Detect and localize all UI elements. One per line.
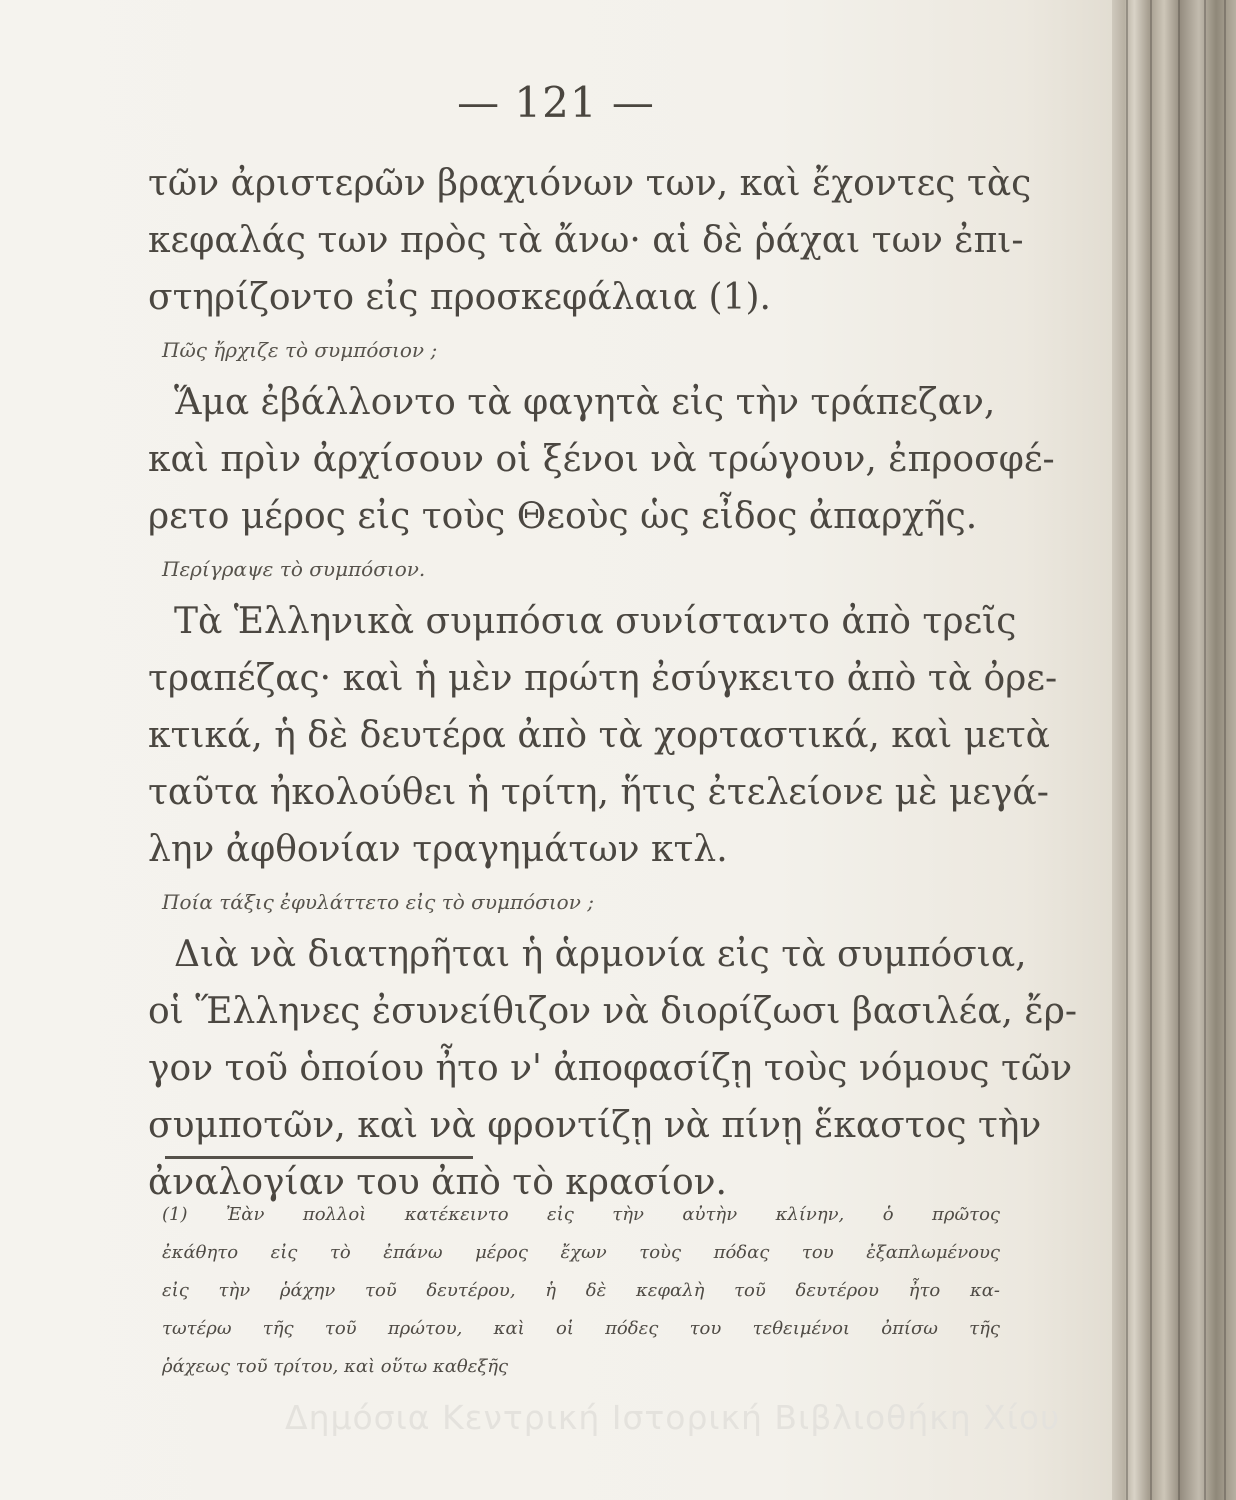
text-line: Τὰ Ἑλληνικὰ συμπόσια συνίσταντο ἀπὸ τρεῖς [174, 601, 1017, 642]
question-heading: Περίγραψε τὸ συμπόσιον. [162, 557, 426, 581]
text-line: καὶ πρὶν ἀρχίσουν οἱ ξένοι νὰ τρώγουν, ἐπροσφέ- [148, 439, 1055, 480]
text-line: ἀναλογίαν του ἀπὸ τὸ κρασίον. [148, 1162, 727, 1203]
text-line: κεφαλάς των πρὸς τὰ ἄνω· αἱ δὲ ῥάχαι των ἐπι- [148, 220, 1024, 261]
library-watermark: Δημόσια Κεντρική Ιστορική Βιβλιοθήκη Χίου [285, 1398, 1061, 1437]
text-line: ρετο μέρος εἰς τοὺς Θεοὺς ὡς εἶδος ἀπαρχῆς. [148, 496, 978, 537]
text-line: στηρίζοντο εἰς προσκεφάλαια (1). [148, 277, 771, 318]
book-page-edges [1112, 0, 1236, 1500]
text-line: συμποτῶν, καὶ νὰ φροντίζῃ νὰ πίνῃ ἕκαστος τὴν [148, 1105, 1042, 1146]
footnote [162, 1196, 1000, 1386]
text-line: Ἅμα ἐβάλλοντο τὰ φαγητὰ εἰς τὴν τράπεζαν, [174, 382, 996, 423]
question-heading: Πῶς ἤρχιζε τὸ συμπόσιον ; [162, 338, 438, 362]
text-line: ταῦτα ἠκολούθει ἡ τρίτη, ἥτις ἐτελείονε μὲ μεγά- [148, 772, 1049, 813]
main-text [148, 155, 1078, 1211]
text-line: γον τοῦ ὁποίου ἦτο ν' ἀποφασίζῃ τοὺς νόμους τῶν [148, 1048, 1073, 1089]
footnote-line: (1) Ἐὰν πολλοὶ κατέκειντο εἰς τὴν αὐτὴν κλίνην, ὁ πρῶτος [162, 1204, 1000, 1225]
text-line: Διὰ νὰ διατηρῆται ἡ ἁρμονία εἰς τὰ συμπόσια, [174, 934, 1027, 975]
question-heading: Ποία τάξις ἐφυλάττετο εἰς τὸ συμπόσιον ; [162, 890, 594, 914]
text-line: τραπέζας· καὶ ἡ μὲν πρώτη ἐσύγκειτο ἀπὸ τὰ ὀρε- [148, 658, 1058, 699]
footnote-line: ῥάχεως τοῦ τρίτου, καὶ οὕτω καθεξῆς [162, 1356, 509, 1377]
text-line: οἱ Ἕλληνες ἐσυνείθιζον νὰ διορίζωσι βασιλέα, ἔρ- [148, 991, 1078, 1032]
footnote-line: ἐκάθητο εἰς τὸ ἐπάνω μέρος ἔχων τοὺς πόδας του ἐξαπλωμένους [162, 1242, 1000, 1263]
footnote-line: τωτέρω τῆς τοῦ πρώτου, καὶ οἱ πόδες του τεθειμένοι ὀπίσω τῆς [162, 1318, 1000, 1339]
footnote-line: εἰς τὴν ῥάχην τοῦ δευτέρου, ἡ δὲ κεφαλὴ τοῦ δευτέρου ἦτο κα- [162, 1280, 1000, 1301]
text-line: τῶν ἀριστερῶν βραχιόνων των, καὶ ἔχοντες τὰς [148, 163, 1032, 204]
text-line: λην ἀφθονίαν τραγημάτων κτλ. [148, 829, 728, 870]
footnote-divider [165, 1156, 473, 1159]
page-number: — 121 — [457, 78, 655, 127]
text-line: κτικά, ἡ δὲ δευτέρα ἀπὸ τὰ χορταστικά, καὶ μετὰ [148, 715, 1050, 756]
